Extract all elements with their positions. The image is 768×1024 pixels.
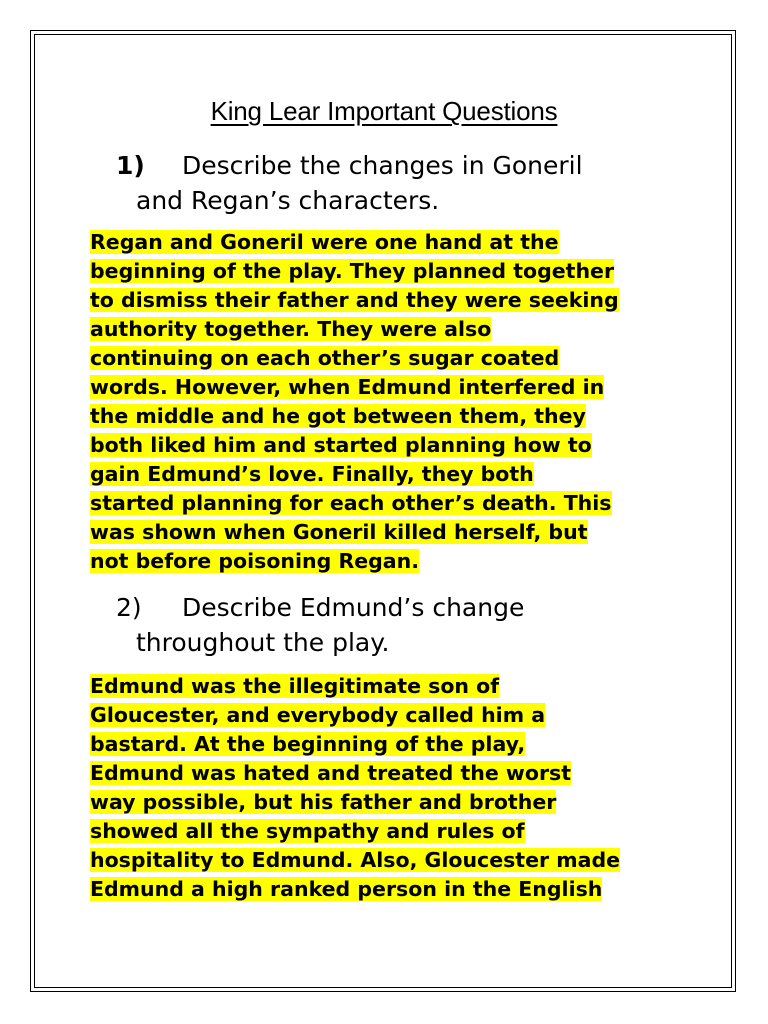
answer-line: hospitality to Edmund. Also, Gloucester made xyxy=(90,848,621,872)
answer-2 xyxy=(90,672,690,904)
answer-line: Edmund was hated and treated the worst xyxy=(90,761,572,785)
question-1 xyxy=(116,148,676,218)
answer-line: was shown when Goneril killed herself, but xyxy=(90,520,588,544)
answer-line: showed all the sympathy and rules of xyxy=(90,819,525,843)
answer-line: Gloucester, and everybody called him a xyxy=(90,703,546,727)
answer-line: way possible, but his father and brother xyxy=(90,790,557,814)
question-2-text-line1: Describe Edmund’s change xyxy=(182,593,525,622)
answer-line: beginning of the play. They planned together xyxy=(90,259,615,283)
answer-line: to dismiss their father and they were seeking xyxy=(90,288,619,312)
answer-line: Edmund was the illegitimate son of xyxy=(90,674,500,698)
question-2-number: 2) xyxy=(116,593,142,622)
answer-line: both liked him and started planning how to xyxy=(90,433,592,457)
question-1-number: 1) xyxy=(116,151,145,180)
answer-line: authority together. They were also xyxy=(90,317,492,341)
answer-line: gain Edmund’s love. Finally, they both xyxy=(90,462,534,486)
document-title: King Lear Important Questions xyxy=(210,96,558,126)
question-1-text-line1: Describe the changes in Goneril xyxy=(182,151,583,180)
answer-line: continuing on each other’s sugar coated xyxy=(90,346,560,370)
answer-line: started planning for each other’s death. This xyxy=(90,491,612,515)
answer-1 xyxy=(90,228,690,576)
question-2-text-line2: throughout the play. xyxy=(136,628,390,657)
answer-line: Edmund a high ranked person in the English xyxy=(90,877,603,901)
answer-line: words. However, when Edmund interfered in xyxy=(90,375,605,399)
answer-line: bastard. At the beginning of the play, xyxy=(90,732,526,756)
question-1-text-line2: and Regan’s characters. xyxy=(136,186,440,215)
question-2 xyxy=(116,590,676,660)
answer-line: not before poisoning Regan. xyxy=(90,549,420,573)
answer-line: the middle and he got between them, they xyxy=(90,404,586,428)
answer-line: Regan and Goneril were one hand at the xyxy=(90,230,559,254)
